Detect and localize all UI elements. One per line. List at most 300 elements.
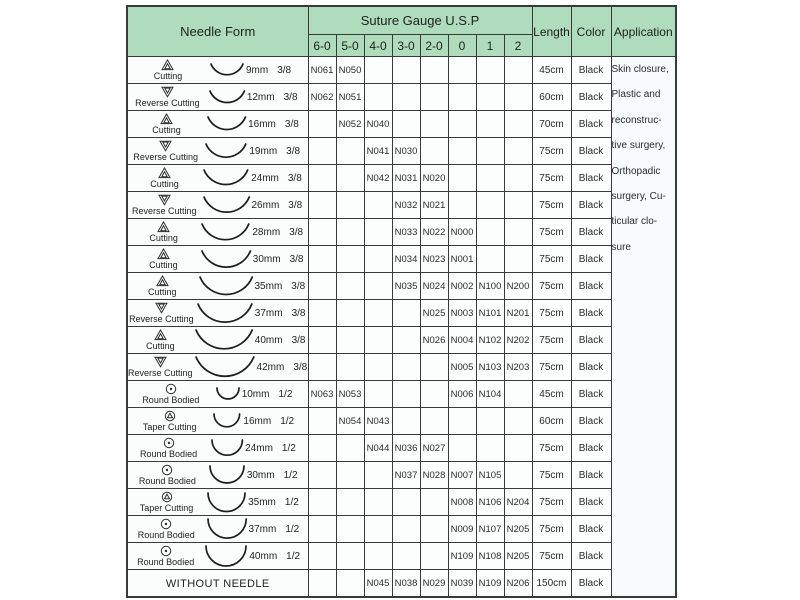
gauge-value-cell-5-0: [336, 300, 364, 327]
gauge-value-cell-0: N005: [448, 354, 476, 381]
gauge-value-cell-2: [504, 219, 532, 246]
reverse-cutting-icon: [158, 194, 171, 206]
gauge-value-cell-4-0: [364, 192, 392, 219]
needle-type: [128, 383, 214, 405]
gauge-value-cell-2-0: [420, 138, 448, 165]
gauge-col-header-0: 0: [448, 35, 476, 57]
needle-form-cell: [127, 489, 308, 516]
table-row: [127, 408, 676, 435]
gauge-value-cell-1: N106: [476, 489, 504, 516]
gauge-value-cell-0: N001: [448, 246, 476, 273]
needle-size: 37mm 1/2: [248, 523, 300, 535]
gauge-value-cell-0: N039: [448, 570, 476, 598]
round-bodied-icon: [165, 383, 177, 395]
color-cell: Black: [571, 354, 611, 381]
gauge-value-cell-0: N002: [448, 273, 476, 300]
gauge-value-cell-2: N202: [504, 327, 532, 354]
gauge-value-cell-2-0: N023: [420, 246, 448, 273]
table-body: [127, 57, 676, 598]
gauge-value-cell-6-0: N063: [308, 381, 336, 408]
needle-circle-fraction: 1/2: [285, 523, 300, 535]
gauge-value-cell-1: N102: [476, 327, 504, 354]
gauge-value-cell-2-0: N028: [420, 462, 448, 489]
needle-form-content: [128, 84, 308, 110]
needle-type: [128, 221, 199, 243]
gauge-value-cell-4-0: N040: [364, 111, 392, 138]
application-text-line: surgery, Cu-: [611, 191, 666, 203]
needle-type: [128, 518, 205, 540]
needle-form-cell: [127, 327, 308, 354]
needle-form-cell: [127, 435, 308, 462]
needle-size: 35mm 3/8: [254, 280, 306, 292]
round-bodied-icon: [161, 464, 173, 476]
gauge-value-cell-2: [504, 165, 532, 192]
gauge-value-cell-6-0: [308, 462, 336, 489]
table-row: [127, 273, 676, 300]
application-text-line: sure: [611, 241, 631, 253]
gauge-value-cell-6-0: [308, 111, 336, 138]
needle-form-label: Round Bodied: [137, 557, 195, 567]
gauge-value-cell-2: [504, 381, 532, 408]
gauge-value-cell-0: [448, 408, 476, 435]
needle-type: [128, 140, 203, 162]
table-row: [127, 435, 676, 462]
gauge-value-cell-2: N205: [504, 543, 532, 570]
needle-size: 30mm 1/2: [246, 469, 298, 481]
needle-circle-fraction: 1/2: [278, 388, 293, 400]
color-cell: Black: [571, 192, 611, 219]
gauge-value-cell-1: [476, 165, 504, 192]
needle-form-label: Taper Cutting: [142, 422, 197, 432]
gauge-value-cell-2-0: [420, 381, 448, 408]
gauge-value-cell-6-0: [308, 516, 336, 543]
gauge-value-cell-6-0: [308, 489, 336, 516]
gauge-value-cell-6-0: N062: [308, 84, 336, 111]
gauge-value-cell-1: N104: [476, 381, 504, 408]
needle-form-content: [128, 516, 308, 542]
color-cell: Black: [571, 138, 611, 165]
application-text-line: ticular clo-: [611, 216, 658, 228]
needle-size: 24mm 1/2: [245, 442, 296, 454]
needle-form-cell: [127, 84, 308, 111]
gauge-value-cell-3-0: N034: [392, 246, 420, 273]
needle-form-cell: [127, 516, 308, 543]
needle-form-content: [128, 570, 308, 596]
needle-type: [128, 329, 193, 351]
length-cell: 60cm: [532, 408, 571, 435]
needle-form-content: [128, 462, 308, 488]
color-cell: Black: [571, 327, 611, 354]
table-row: [127, 570, 676, 598]
gauge-value-cell-6-0: [308, 327, 336, 354]
length-cell: 75cm: [532, 192, 571, 219]
needle-circle-fraction: 3/8: [283, 91, 298, 103]
cutting-icon: [158, 167, 171, 179]
gauge-value-cell-5-0: [336, 516, 364, 543]
needle-form-label: Taper Cutting: [139, 503, 194, 513]
needle-curve-drawing: [209, 438, 245, 458]
gauge-value-cell-1: N101: [476, 300, 504, 327]
gauge-value-cell-0: N003: [448, 300, 476, 327]
gauge-col-header-5-0: 5-0: [336, 35, 364, 57]
gauge-value-cell-6-0: [308, 543, 336, 570]
needle-form-cell: [127, 219, 308, 246]
needle-form-content: [128, 435, 308, 461]
gauge-value-cell-4-0: N044: [364, 435, 392, 462]
needle-curve-drawing: [193, 328, 255, 352]
table-row: [127, 543, 676, 570]
needle-curve-drawing: [205, 491, 248, 514]
needle-size: 24mm 3/8: [251, 172, 302, 184]
gauge-value-cell-3-0: [392, 408, 420, 435]
gauge-value-cell-1: [476, 138, 504, 165]
gauge-value-cell-2: [504, 84, 532, 111]
gauge-value-cell-2-0: [420, 408, 448, 435]
gauge-value-cell-1: [476, 219, 504, 246]
gauge-value-cell-0: N009: [448, 516, 476, 543]
gauge-value-cell-2-0: [420, 516, 448, 543]
needle-form-cell: [127, 138, 308, 165]
needle-size: 42mm 3/8: [256, 361, 308, 373]
needle-curve-drawing: [201, 168, 251, 188]
gauge-value-cell-5-0: [336, 246, 364, 273]
reverse-cutting-icon: [154, 356, 167, 368]
gauge-value-cell-6-0: [308, 138, 336, 165]
length-header: Length: [532, 6, 571, 57]
table-row: [127, 300, 676, 327]
needle-size: 40mm 1/2: [249, 550, 301, 562]
needle-form-cell: [127, 462, 308, 489]
table-row: [127, 165, 676, 192]
gauge-value-cell-0: [448, 138, 476, 165]
suture-gauge-header: Suture Gauge U.S.P: [308, 6, 532, 35]
gauge-value-cell-0: [448, 165, 476, 192]
gauge-col-header-2-0: 2-0: [420, 35, 448, 57]
gauge-value-cell-2: [504, 462, 532, 489]
needle-type: [128, 356, 193, 378]
gauge-value-cell-0: [448, 111, 476, 138]
gauge-value-cell-2: N204: [504, 489, 532, 516]
gauge-value-cell-2: [504, 408, 532, 435]
length-cell: 60cm: [532, 84, 571, 111]
needle-size: 37mm 3/8: [254, 307, 306, 319]
gauge-value-cell-1: N100: [476, 273, 504, 300]
gauge-value-cell-3-0: N035: [392, 273, 420, 300]
gauge-value-cell-3-0: [392, 489, 420, 516]
gauge-value-cell-5-0: N052: [336, 111, 364, 138]
cutting-icon: [160, 113, 173, 125]
gauge-value-cell-4-0: [364, 246, 392, 273]
needle-curve-drawing: [201, 195, 252, 215]
round-bodied-icon: [160, 518, 172, 530]
needle-form-cell: [127, 165, 308, 192]
color-header: Color: [571, 6, 611, 57]
needle-curve-drawing: [197, 275, 255, 297]
gauge-value-cell-4-0: [364, 219, 392, 246]
needle-circle-fraction: 3/8: [277, 64, 292, 76]
gauge-value-cell-3-0: [392, 327, 420, 354]
gauge-value-cell-1: [476, 435, 504, 462]
needle-form-label: Cutting: [146, 341, 175, 351]
needle-form-content: [128, 273, 308, 299]
table-row: [127, 138, 676, 165]
gauge-value-cell-5-0: [336, 435, 364, 462]
needle-form-content: [128, 300, 308, 326]
needle-circle-fraction: 1/2: [286, 550, 301, 562]
color-cell: Black: [571, 57, 611, 84]
length-cell: 75cm: [532, 489, 571, 516]
gauge-value-cell-5-0: [336, 192, 364, 219]
gauge-value-cell-3-0: N038: [392, 570, 420, 598]
length-cell: 75cm: [532, 435, 571, 462]
needle-type: [128, 275, 197, 297]
application-text-line: Plastic and: [611, 89, 661, 101]
needle-form-cell: [127, 192, 308, 219]
application-header: Application: [611, 6, 676, 57]
gauge-value-cell-2-0: [420, 111, 448, 138]
table-row: [127, 327, 676, 354]
needle-curve-drawing: [199, 249, 253, 270]
gauge-value-cell-3-0: N032: [392, 192, 420, 219]
gauge-value-cell-4-0: N041: [364, 138, 392, 165]
needle-form-label: Reverse Cutting: [128, 368, 193, 378]
gauge-value-cell-2-0: N027: [420, 435, 448, 462]
gauge-value-cell-1: N105: [476, 462, 504, 489]
length-cell: 75cm: [532, 165, 571, 192]
gauge-value-cell-2-0: N025: [420, 300, 448, 327]
gauge-value-cell-3-0: [392, 354, 420, 381]
needle-curve-drawing: [203, 544, 249, 569]
length-cell: 45cm: [532, 57, 571, 84]
gauge-value-cell-1: N109: [476, 570, 504, 598]
gauge-value-cell-0: [448, 57, 476, 84]
gauge-value-cell-5-0: N050: [336, 57, 364, 84]
needle-circle-fraction: 1/2: [283, 469, 298, 481]
gauge-value-cell-4-0: [364, 381, 392, 408]
length-cell: 75cm: [532, 462, 571, 489]
needle-circle-fraction: 3/8: [289, 226, 304, 238]
needle-type: [128, 248, 199, 270]
gauge-value-cell-0: N007: [448, 462, 476, 489]
application-text-line: tive surgery,: [611, 140, 666, 152]
needle-type: [128, 437, 209, 459]
gauge-value-cell-1: [476, 111, 504, 138]
gauge-value-cell-3-0: N033: [392, 219, 420, 246]
gauge-value-cell-2: N200: [504, 273, 532, 300]
gauge-value-cell-2: [504, 435, 532, 462]
gauge-value-cell-3-0: [392, 381, 420, 408]
needle-size: 19mm 3/8: [249, 145, 301, 157]
color-cell: Black: [571, 273, 611, 300]
length-cell: 75cm: [532, 327, 571, 354]
needle-curve-drawing: [199, 222, 252, 243]
table-row: [127, 516, 676, 543]
gauge-value-cell-4-0: [364, 327, 392, 354]
gauge-value-cell-6-0: N061: [308, 57, 336, 84]
needle-form-cell: [127, 57, 308, 84]
gauge-value-cell-2-0: N021: [420, 192, 448, 219]
needle-form-cell: [127, 273, 308, 300]
gauge-value-cell-6-0: [308, 300, 336, 327]
needle-type: [128, 545, 203, 567]
gauge-value-cell-3-0: [392, 57, 420, 84]
gauge-value-cell-1: [476, 246, 504, 273]
gauge-col-header-1: 1: [476, 35, 504, 57]
taper-cutting-icon: [161, 491, 173, 503]
gauge-value-cell-6-0: [308, 165, 336, 192]
needle-form-label: Round Bodied: [138, 476, 196, 486]
gauge-value-cell-2: N203: [504, 354, 532, 381]
gauge-value-cell-2-0: [420, 354, 448, 381]
length-cell: 45cm: [532, 381, 571, 408]
needle-form-label: Cutting: [152, 125, 181, 135]
length-cell: 75cm: [532, 219, 571, 246]
gauge-value-cell-0: N109: [448, 543, 476, 570]
gauge-value-cell-1: [476, 408, 504, 435]
needle-circle-fraction: 3/8: [291, 334, 306, 346]
color-cell: Black: [571, 84, 611, 111]
needle-form-cell: [127, 570, 308, 598]
needle-circle-fraction: 3/8: [287, 172, 302, 184]
needle-type: [128, 464, 207, 486]
color-cell: Black: [571, 300, 611, 327]
gauge-value-cell-2: [504, 192, 532, 219]
gauge-value-cell-3-0: [392, 300, 420, 327]
table-row: [127, 381, 676, 408]
needle-size: 35mm 1/2: [248, 496, 299, 508]
reverse-cutting-icon: [155, 302, 168, 314]
needle-size: 16mm 3/8: [248, 118, 299, 130]
color-cell: Black: [571, 381, 611, 408]
needle-form-label: Round Bodied: [137, 530, 195, 540]
catalog-page: [126, 5, 677, 598]
gauge-value-cell-4-0: [364, 300, 392, 327]
needle-form-content: [128, 138, 308, 164]
gauge-value-cell-3-0: [392, 84, 420, 111]
gauge-value-cell-2: [504, 111, 532, 138]
gauge-value-cell-1: N107: [476, 516, 504, 543]
needle-form-content: [128, 219, 308, 245]
gauge-value-cell-5-0: N054: [336, 408, 364, 435]
needle-type: [128, 194, 201, 216]
color-cell: Black: [571, 462, 611, 489]
needle-curve-drawing: [193, 355, 257, 379]
gauge-col-header-6-0: 6-0: [308, 35, 336, 57]
needle-form-cell: [127, 111, 308, 138]
needle-size: 26mm 3/8: [251, 199, 303, 211]
needle-curve-drawing: [208, 62, 246, 78]
gauge-value-cell-4-0: [364, 489, 392, 516]
color-cell: Black: [571, 219, 611, 246]
gauge-value-cell-5-0: N053: [336, 381, 364, 408]
needle-size: 10mm 1/2: [241, 388, 293, 400]
needle-form-cell: [127, 354, 308, 381]
needle-form-label: Reverse Cutting: [131, 206, 197, 216]
table-row: [127, 489, 676, 516]
needle-form-content: [128, 165, 308, 191]
gauge-value-cell-4-0: [364, 57, 392, 84]
needle-form-cell: [127, 408, 308, 435]
taper-cutting-icon: [164, 410, 176, 422]
gauge-value-cell-4-0: [364, 462, 392, 489]
gauge-value-cell-5-0: N051: [336, 84, 364, 111]
needle-curve-drawing: [205, 115, 248, 133]
needle-circle-fraction: 3/8: [289, 253, 304, 265]
reverse-cutting-icon: [161, 86, 174, 98]
cutting-icon: [157, 221, 170, 233]
needle-form-cell: [127, 246, 308, 273]
needle-curve-drawing: [207, 89, 247, 105]
needle-curve-drawing: [203, 142, 249, 160]
cutting-icon: [156, 275, 169, 287]
table-row: [127, 462, 676, 489]
needle-form-label: Reverse Cutting: [129, 314, 194, 324]
gauge-value-cell-4-0: N045: [364, 570, 392, 598]
needle-type: [128, 59, 208, 81]
application-cell: [611, 57, 676, 598]
length-cell: 75cm: [532, 516, 571, 543]
gauge-value-cell-2: N205: [504, 516, 532, 543]
gauge-value-cell-3-0: [392, 516, 420, 543]
application-text-line: reconstruc-: [611, 114, 662, 126]
needle-form-content: [128, 57, 308, 83]
table-row: [127, 84, 676, 111]
table-row: [127, 111, 676, 138]
gauge-value-cell-5-0: [336, 138, 364, 165]
color-cell: Black: [571, 570, 611, 598]
needle-form-label: Cutting: [153, 71, 183, 81]
gauge-value-cell-5-0: [336, 327, 364, 354]
gauge-value-cell-4-0: [364, 354, 392, 381]
table-header: [127, 6, 676, 57]
gauge-value-cell-2-0: N024: [420, 273, 448, 300]
gauge-value-cell-5-0: [336, 219, 364, 246]
needle-size: 12mm 3/8: [246, 91, 298, 103]
gauge-value-cell-5-0: [336, 165, 364, 192]
table-row: [127, 219, 676, 246]
gauge-value-cell-3-0: [392, 543, 420, 570]
gauge-value-cell-0: [448, 192, 476, 219]
gauge-value-cell-3-0: N030: [392, 138, 420, 165]
gauge-value-cell-2: [504, 138, 532, 165]
needle-curve-drawing: [205, 517, 249, 541]
gauge-value-cell-4-0: [364, 516, 392, 543]
gauge-value-cell-0: N004: [448, 327, 476, 354]
gauge-value-cell-6-0: [308, 354, 336, 381]
color-cell: Black: [571, 489, 611, 516]
needle-form-cell: [127, 381, 308, 408]
needle-form-content: [128, 246, 308, 272]
needle-circle-fraction: 3/8: [286, 145, 301, 157]
gauge-value-cell-6-0: [308, 570, 336, 598]
needle-circle-fraction: 1/2: [281, 442, 296, 454]
gauge-value-cell-6-0: [308, 408, 336, 435]
length-cell: 75cm: [532, 246, 571, 273]
gauge-value-cell-5-0: [336, 462, 364, 489]
gauge-value-cell-1: N103: [476, 354, 504, 381]
gauge-value-cell-6-0: [308, 219, 336, 246]
gauge-value-cell-4-0: [364, 84, 392, 111]
gauge-value-cell-1: N108: [476, 543, 504, 570]
gauge-value-cell-4-0: [364, 273, 392, 300]
gauge-value-cell-4-0: N043: [364, 408, 392, 435]
gauge-value-cell-5-0: [336, 273, 364, 300]
gauge-col-header-3-0: 3-0: [392, 35, 420, 57]
color-cell: Black: [571, 543, 611, 570]
needle-type: [128, 410, 211, 432]
length-cell: 75cm: [532, 273, 571, 300]
round-bodied-icon: [163, 437, 175, 449]
